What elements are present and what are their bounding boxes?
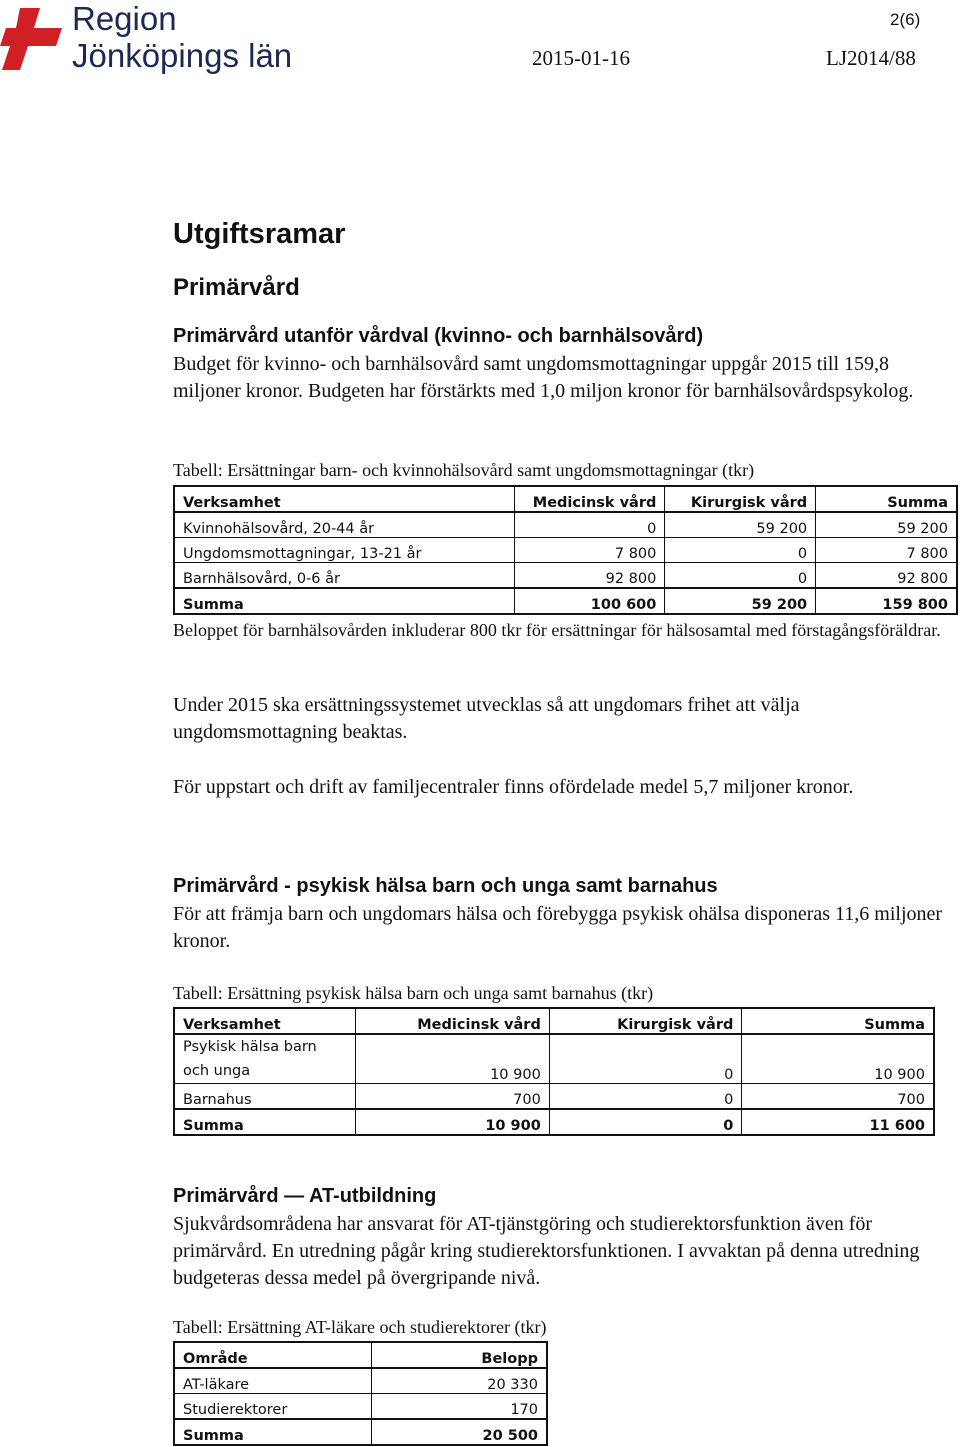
- block2-heading: Primärvård - psykisk hälsa barn och unga samt barnahus: [173, 875, 718, 897]
- cell-line: och unga: [183, 1063, 251, 1079]
- table-total-row: [174, 1419, 547, 1445]
- table-row: [174, 538, 957, 563]
- region-logo: [0, 0, 300, 80]
- header-cell: Kirurgisk vård: [665, 486, 816, 512]
- table-cell: Barnhälsovård, 0-6 år: [174, 563, 514, 589]
- header-cell: Verksamhet: [174, 486, 514, 512]
- table-cell: 0: [549, 1084, 742, 1110]
- header-cell: Medicinsk vård: [356, 1008, 550, 1034]
- document-date: 2015-01-16: [532, 46, 630, 70]
- table-cell: [174, 1034, 356, 1084]
- logo-line1: Region: [72, 0, 177, 37]
- total-cell: 100 600: [514, 588, 665, 614]
- table-cell: Kvinnohälsovård, 20-44 år: [174, 512, 514, 538]
- table-cell: 170: [371, 1394, 547, 1420]
- table-row: [174, 1034, 934, 1084]
- table-cell: 700: [742, 1084, 934, 1110]
- table-cell: 7 800: [514, 538, 665, 563]
- block3-heading: Primärvård — AT-utbildning: [173, 1185, 437, 1207]
- table-total-row: [174, 1109, 934, 1135]
- table-total-row: [174, 588, 957, 614]
- total-cell: 59 200: [665, 588, 816, 614]
- total-cell: Summa: [174, 1419, 371, 1445]
- region-cross-icon: [0, 2, 70, 72]
- table-cell: 7 800: [816, 538, 957, 563]
- table-cell: Barnahus: [174, 1084, 356, 1110]
- table-header-row: [174, 1342, 547, 1368]
- header-cell: Medicinsk vård: [514, 486, 665, 512]
- table-cell: 59 200: [665, 512, 816, 538]
- table-header-row: [174, 486, 957, 512]
- block1-note: Beloppet för barnhälsovården inkluderar 800 tkr för ersättningar för hälsosamtal med förstagångsföräldrar.: [173, 620, 941, 640]
- total-cell: Summa: [174, 588, 514, 614]
- block3-paragraph: Sjukvårdsområdena har ansvarat för AT-tjänstgöring och studierektorsfunktion även för primärvård. En utredning pågår kring studierektorsfunktionen. I avvaktan på denna utredning budgeteras dessa medel på övergripande nivå.: [173, 1213, 920, 1289]
- logo-line2: Jönköpings län: [72, 37, 293, 74]
- table-cell: Ungdomsmottagningar, 13-21 år: [174, 538, 514, 563]
- section-subtitle: Primärvård: [173, 274, 300, 301]
- total-cell: 10 900: [356, 1109, 550, 1135]
- cell-line: Psykisk hälsa barn: [183, 1039, 317, 1055]
- total-cell: 11 600: [742, 1109, 934, 1135]
- table-cell: 10 900: [742, 1034, 934, 1084]
- table-cell: 59 200: [816, 512, 957, 538]
- header-cell: Område: [174, 1342, 371, 1368]
- table-cell: 10 900: [356, 1034, 550, 1084]
- document-reference: LJ2014/88: [826, 46, 916, 70]
- block2-table-caption: Tabell: Ersättning psykisk hälsa barn och unga samt barnahus (tkr): [173, 983, 654, 1003]
- block2-paragraph: För att främja barn och ungdomars hälsa och förebygga psykisk ohälsa disponeras 11,6 miljoner kronor.: [173, 903, 943, 952]
- table-header-row: [174, 1008, 934, 1034]
- block1-heading: Primärvård utanför vårdval (kvinno- och barnhälsovård): [173, 325, 704, 347]
- block1-table: [173, 485, 958, 615]
- total-cell: 0: [549, 1109, 742, 1135]
- header-cell: Kirurgisk vård: [549, 1008, 742, 1034]
- header-cell: Verksamhet: [174, 1008, 356, 1034]
- page-number: 2(6): [890, 10, 921, 29]
- block3-table-caption: Tabell: Ersättning AT-läkare och studierektorer (tkr): [173, 1317, 547, 1337]
- header-cell: Belopp: [371, 1342, 547, 1368]
- table-cell: AT-läkare: [174, 1368, 371, 1394]
- table-cell: 92 800: [514, 563, 665, 589]
- block2-table: [173, 1007, 935, 1136]
- header-cell: Summa: [816, 486, 957, 512]
- table-cell: Studierektorer: [174, 1394, 371, 1420]
- table-row: [174, 1084, 934, 1110]
- table-cell: 0: [665, 563, 816, 589]
- table-row: [174, 563, 957, 589]
- block1-paragraph: Budget för kvinno- och barnhälsovård samt ungdomsmottagningar uppgår 2015 till 159,8 miljoner kronor. Budgeten har förstärkts med 1,0 miljon kronor för barnhälsovårdspsykolog.: [173, 353, 914, 402]
- total-cell: 159 800: [816, 588, 957, 614]
- section-title: Utgiftsramar: [173, 218, 346, 250]
- block1-table-caption: Tabell: Ersättningar barn- och kvinnohälsovård samt ungdomsmottagningar (tkr): [173, 460, 755, 480]
- table-cell: 92 800: [816, 563, 957, 589]
- header-cell: Summa: [742, 1008, 934, 1034]
- total-cell: 20 500: [371, 1419, 547, 1445]
- table-row: [174, 1368, 547, 1394]
- table-row: [174, 512, 957, 538]
- block3-table: [173, 1341, 548, 1446]
- block1-paragraph3: För uppstart och drift av familjecentraler finns ofördelade medel 5,7 miljoner kronor.: [173, 776, 854, 798]
- table-row: [174, 1394, 547, 1420]
- table-cell: 700: [356, 1084, 550, 1110]
- table-cell: 20 330: [371, 1368, 547, 1394]
- table-cell: 0: [665, 538, 816, 563]
- total-cell: Summa: [174, 1109, 356, 1135]
- table-cell: 0: [514, 512, 665, 538]
- table-cell: 0: [549, 1034, 742, 1084]
- block1-paragraph2: Under 2015 ska ersättningssystemet utvecklas så att ungdomars frihet att välja ungdomsmottagning beaktas.: [173, 694, 800, 743]
